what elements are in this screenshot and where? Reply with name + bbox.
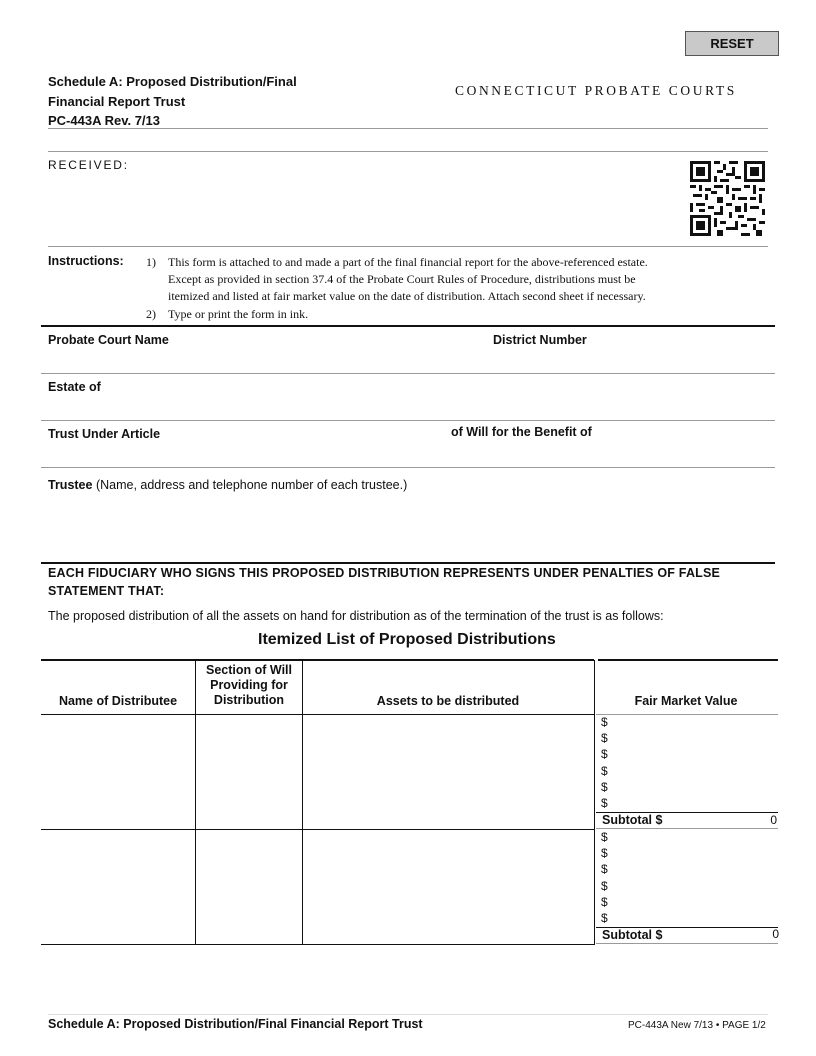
distribution-intro: The proposed distribution of all the assets on hand for distribution as of the termination of the trust is as follows: [48,609,664,623]
dollar-sign: $ [601,780,608,794]
col-header-section-line-3: Distribution [213,693,285,707]
fields-top-rule [41,325,775,327]
subtotal-2-value: 0 [772,927,779,941]
probate-court-name-input[interactable] [48,352,468,370]
form-number: PC-443A Rev. 7/13 [48,113,161,128]
probate-court-name-label: Probate Court Name [48,333,169,347]
dollar-sign: $ [601,764,608,778]
dollar-sign: $ [601,731,608,745]
will-benefit-of-input[interactable] [451,445,763,463]
dollar-sign: $ [601,830,608,844]
dollar-sign: $ [601,796,608,810]
table-top-rule-right [598,659,778,661]
col-header-section-line-1: Section of Will [206,663,292,677]
will-benefit-of-label: of Will for the Benefit of [451,425,592,439]
trust-under-article-input[interactable] [176,427,441,445]
trustee-label-bold: Trustee [48,478,93,492]
fmv-input[interactable] [612,847,772,861]
fmv-input[interactable] [612,732,772,746]
statement-line-2: STATEMENT THAT: [48,584,165,598]
table-top-rule-left [41,659,594,661]
group-2-bottom-rule [41,944,594,945]
trustee-label [48,478,407,492]
instructions-top-divider [48,246,768,247]
reset-button[interactable]: RESET [685,31,779,56]
form-title-line2: Financial Report Trust [48,94,186,109]
subtotal-2-label: Subtotal $ [602,928,663,942]
qr-code [690,161,765,236]
group-2-bottom-rule-right [596,943,778,944]
itemized-list-title: Itemized List of Proposed Distributions [258,631,556,648]
instruction-1-number: 1) [146,255,156,269]
footer-divider [48,1014,768,1015]
district-number-input[interactable] [493,352,763,370]
will-section-input-1[interactable] [198,718,299,824]
instruction-1-line-3: itemized and listed at fair market value on the date of distribution. Attach second sheet if necessary. [168,289,646,303]
fmv-input[interactable] [612,863,772,877]
fmv-input[interactable] [612,912,772,926]
dollar-sign: $ [601,911,608,925]
col-header-fmv: Fair Market Value [634,694,738,708]
subtotal-1-value: 0 [770,813,777,827]
dollar-sign: $ [601,895,608,909]
header-bottom-rule-left [41,714,594,715]
group-1-bottom-rule [41,829,594,830]
col-divider-1 [195,660,196,945]
dollar-sign: $ [601,846,608,860]
fmv-input[interactable] [612,896,772,910]
trust-row-divider [41,467,775,468]
fmv-input[interactable] [612,797,772,811]
fmv-input[interactable] [612,748,772,762]
estate-row-divider [41,420,775,421]
col-header-assets: Assets to be distributed [376,694,520,708]
col-header-section-line-2: Providing for [210,678,288,692]
distributee-name-input-2[interactable] [44,833,192,939]
header-bottom-rule-right [596,714,778,715]
assets-input-1[interactable] [305,718,590,824]
court-row-divider [41,373,775,374]
estate-of-label: Estate of [48,380,101,394]
court-name: CONNECTICUT PROBATE COURTS [455,83,737,98]
trust-under-article-label: Trust Under Article [48,427,161,441]
instruction-1-line-2: Except as provided in section 37.4 of the Probate Court Rules of Procedure, distributions must be [168,272,636,286]
fmv-input[interactable] [612,831,772,845]
trustee-label-note: (Name, address and telephone number of each trustee.) [92,478,408,492]
footer-title: Schedule A: Proposed Distribution/Final Financial Report Trust [48,1017,423,1031]
footer-form-page: PC-443A New 7/13 • PAGE 1/2 [628,1020,766,1031]
assets-input-2[interactable] [305,833,590,939]
form-title-line1: Schedule A: Proposed Distribution/Final [48,74,297,89]
col-header-section [196,663,302,708]
will-section-input-2[interactable] [198,833,299,939]
dollar-sign: $ [601,879,608,893]
col-divider-3 [594,660,595,945]
group-1-bottom-rule-right [596,828,778,829]
col-header-name: Name of Distributee [58,694,178,708]
received-top-divider [48,151,768,152]
subtotal-1-label: Subtotal $ [602,813,663,827]
dollar-sign: $ [601,715,608,729]
trustee-input[interactable] [48,497,763,555]
col-divider-2 [302,660,303,945]
fmv-input[interactable] [612,781,772,795]
statement-line-1: EACH FIDUCIARY WHO SIGNS THIS PROPOSED DISTRIBUTION REPRESENTS UNDER PENALTIES OF FALSE [48,566,721,580]
instruction-1-line-1: This form is attached to and made a part of the final financial report for the above-referenced estate. [168,255,648,269]
fmv-input[interactable] [612,716,772,730]
instructions-label: Instructions: [48,254,124,268]
fmv-input[interactable] [612,880,772,894]
estate-of-input[interactable] [48,399,763,417]
header-divider [48,128,768,129]
instruction-2-text: Type or print the form in ink. [168,307,309,321]
district-number-label: District Number [493,333,587,347]
distributee-name-input-1[interactable] [44,718,192,824]
received-label: RECEIVED: [48,158,129,172]
fmv-input[interactable] [612,765,772,779]
statement-top-rule [41,562,775,564]
dollar-sign: $ [601,747,608,761]
instruction-2-number: 2) [146,307,156,321]
dollar-sign: $ [601,862,608,876]
